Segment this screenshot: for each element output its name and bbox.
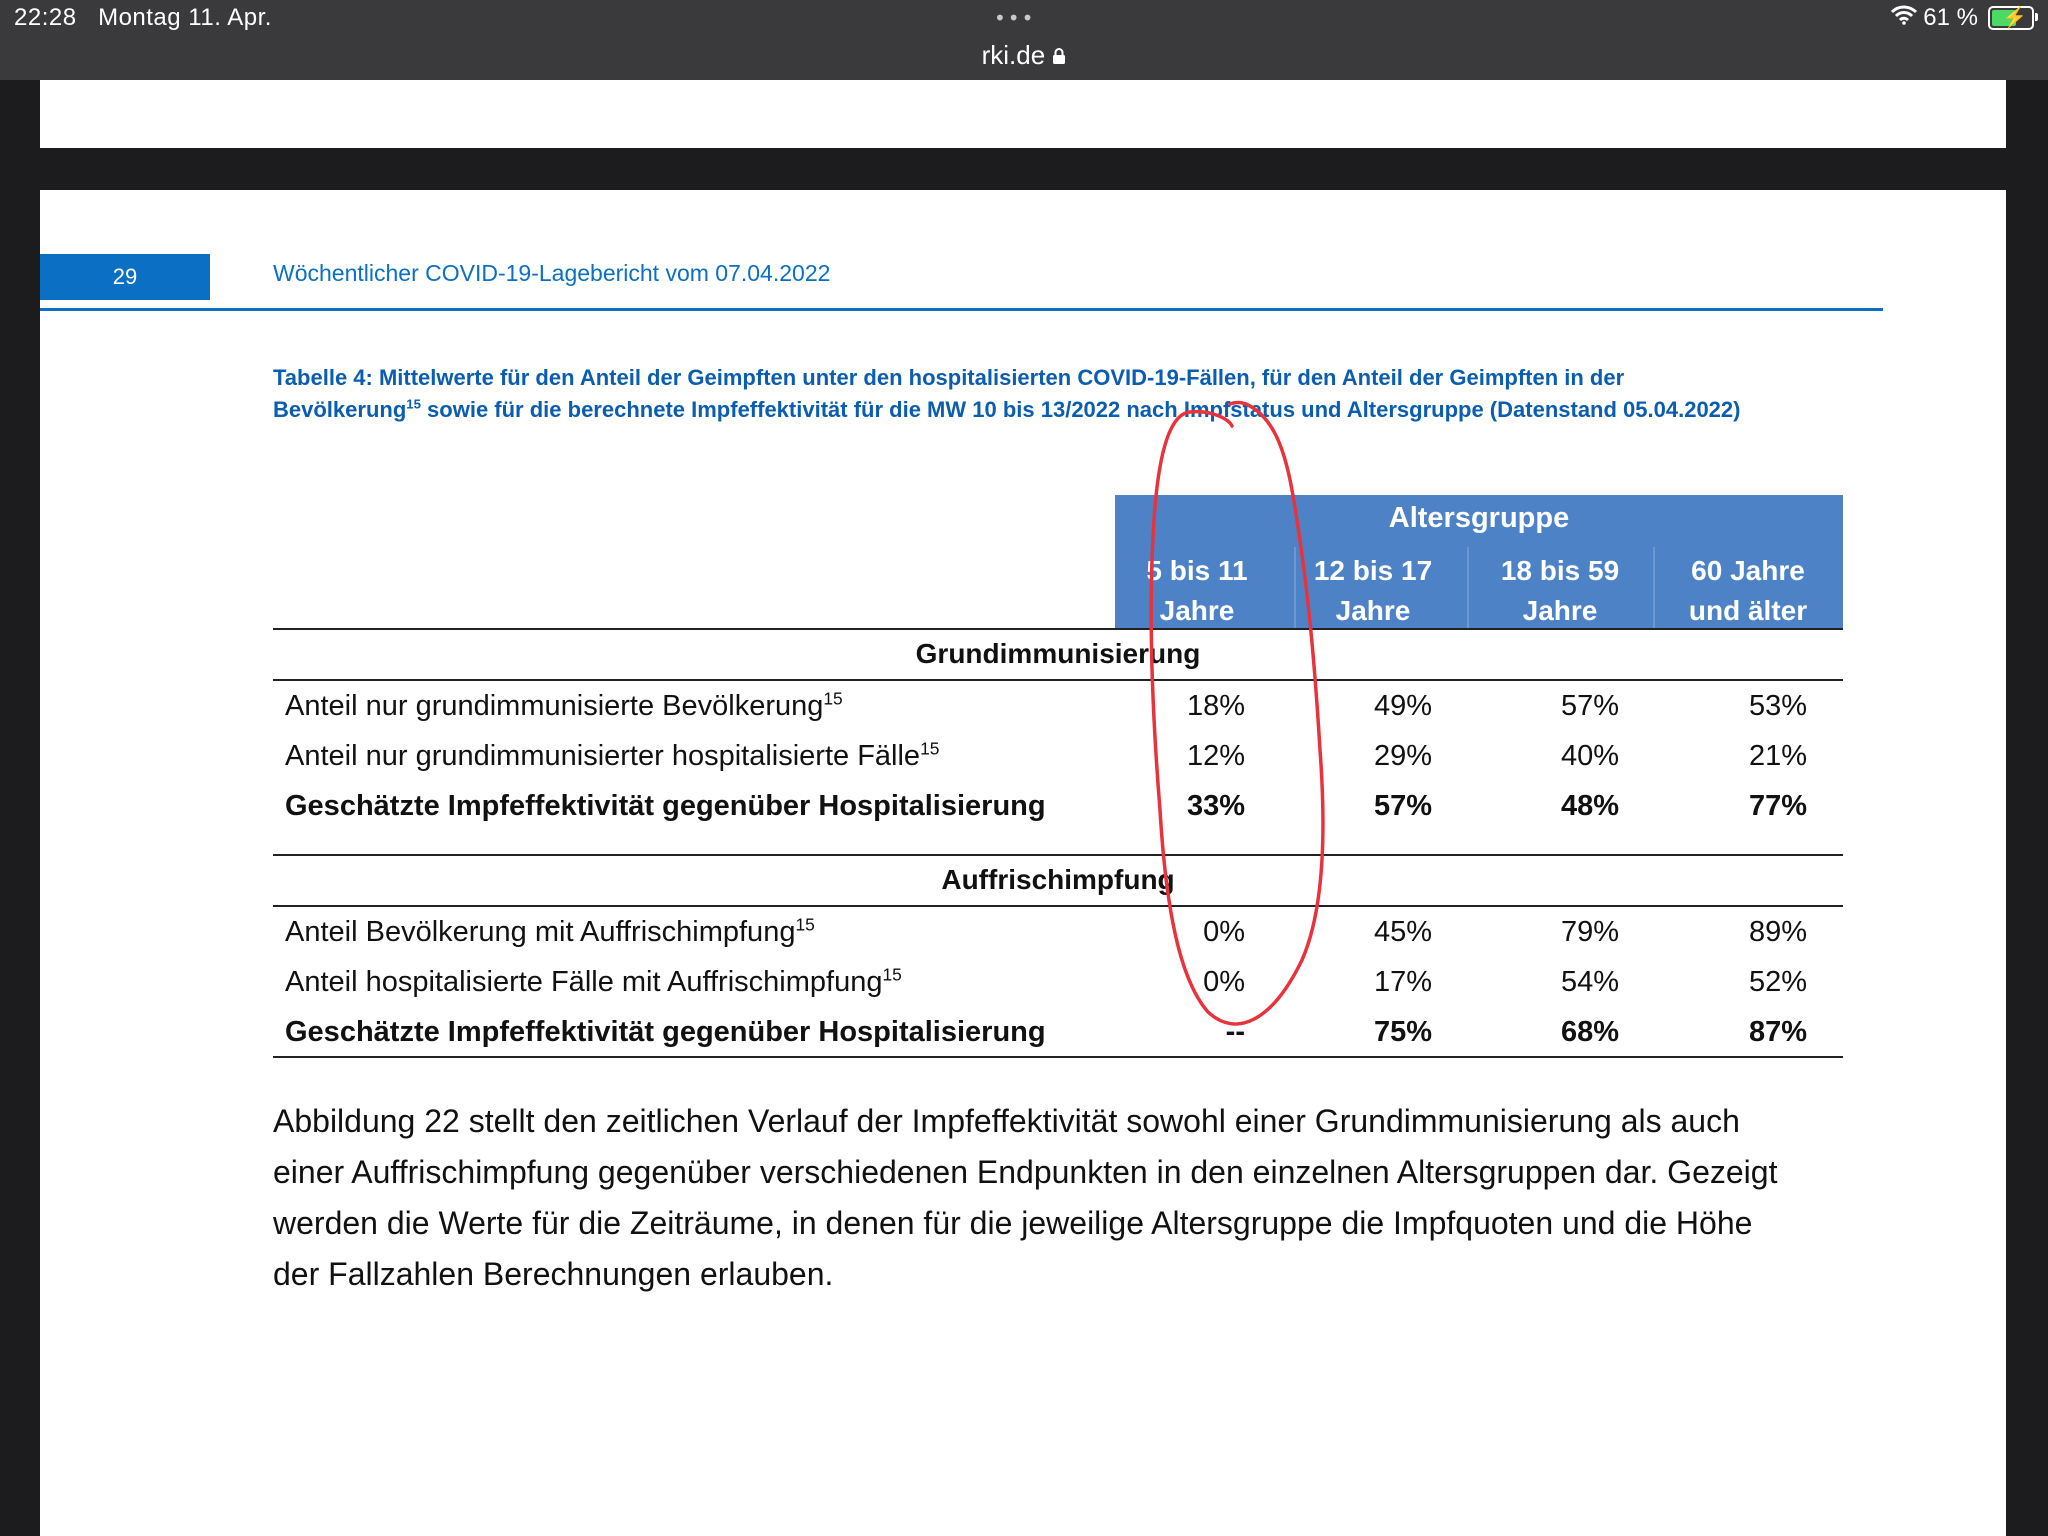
section-title-auffrischimpfung: Auffrischimpfung: [941, 864, 1175, 895]
lock-icon: [1052, 40, 1066, 70]
table-cell: 45%: [1373, 916, 1432, 948]
table-cell: 12%: [1186, 740, 1245, 772]
status-time: 22:28 Montag 11. Apr.: [14, 4, 272, 31]
table-cell: 21%: [1748, 740, 1807, 772]
table-cell: 79%: [1560, 916, 1619, 948]
previous-page: [40, 80, 2006, 148]
table-cell: 40%: [1560, 740, 1619, 772]
table-cell: 87%: [1748, 1016, 1807, 1048]
table-cell: 77%: [1748, 790, 1807, 822]
header-divider: [40, 308, 1883, 311]
table-row-label: Anteil hospitalisierte Fälle mit Auffrischimpfung$^{15}$: [285, 964, 902, 998]
table-caption: Tabelle 4: Mittelwerte für den Anteil der Geimpften unter den hospitalisierten COVID-19-Fällen, für den Anteil der Geimpften in der Bevölkerung$^{15}$ sowie für die berechnete Impfeffektivität für die MW 10 bis 13/2022 nach Impfstatus und Altersgruppe (Datenstand 05.04.2022): [273, 365, 1741, 422]
column-header-5-11: 5 bis 11 Jahre: [1146, 555, 1248, 626]
table-cell: 57%: [1560, 690, 1619, 722]
body-paragraph: Abbildung 22 stellt den zeitlichen Verlauf der Impfeffektivität sowohl einer Grundimmunisierung als auch einer Auffrischimpfung gegenüber verschiedenen Endpunkten in den einzelnen Altersgruppen dar. Gezeigt werden die Werte für die Zeiträume, in denen für die jeweilige Altersgruppe die Impfquoten und die Höhe der Fallzahlen Berechnungen erlauben.: [273, 1103, 1778, 1292]
report-header-title: Wöchentlicher COVID-19-Lagebericht vom 07.04.2022: [273, 260, 831, 286]
table-cell: 49%: [1373, 690, 1432, 722]
table-cell: --: [1225, 1016, 1245, 1048]
table-row-label: Anteil nur grundimmunisierte Bevölkerung$^{15}$: [285, 688, 843, 722]
document-page: [40, 190, 2006, 1536]
status-right: [1891, 4, 2034, 32]
status-bar: [0, 0, 2048, 80]
table-cell: 0%: [1203, 966, 1245, 998]
table-group-header: Altersgruppe: [1388, 502, 1570, 534]
table-row-label: Anteil nur grundimmunisierter hospitalisierte Fälle$^{15}$: [285, 738, 940, 772]
table-cell: 48%: [1560, 790, 1619, 822]
table-cell: 17%: [1373, 966, 1432, 998]
status-date: Montag 11. Apr.: [98, 4, 272, 31]
table-cell: 75%: [1373, 1016, 1432, 1048]
address-bar[interactable]: [0, 40, 2048, 71]
table-cell: 54%: [1560, 966, 1619, 998]
table-cell: 0%: [1203, 916, 1245, 948]
table-cell: 53%: [1748, 690, 1807, 722]
column-header-60-plus: 60 Jahre und älter: [1688, 555, 1808, 626]
battery-percent: 61 %: [1923, 4, 1978, 31]
column-header-12-17: 12 bis 17 Jahre: [1313, 555, 1433, 626]
table-cell: 18%: [1186, 690, 1245, 722]
more-dots-icon[interactable]: •••: [994, 6, 1036, 30]
url-text: rki.de: [981, 40, 1046, 70]
wifi-icon: [1891, 4, 1917, 32]
table-cell: 29%: [1373, 740, 1432, 772]
table-row-label: Geschätzte Impfeffektivität gegenüber Hospitalisierung: [285, 1016, 1046, 1048]
table-cell: 57%: [1373, 790, 1432, 822]
column-header-18-59: 18 bis 59 Jahre: [1500, 555, 1620, 626]
battery-icon: ⚡: [1988, 6, 2034, 30]
page-number: 29: [40, 254, 210, 300]
table-cell: 33%: [1186, 790, 1245, 822]
table-cell: 68%: [1560, 1016, 1619, 1048]
table-row-label: Anteil Bevölkerung mit Auffrischimpfung$^{15}$: [285, 914, 815, 948]
section-title-grundimmunisierung: Grundimmunisierung: [915, 638, 1201, 669]
table-cell: 89%: [1748, 916, 1807, 948]
table-cell: 52%: [1748, 966, 1807, 998]
table-row-label: Geschätzte Impfeffektivität gegenüber Hospitalisierung: [285, 790, 1046, 822]
